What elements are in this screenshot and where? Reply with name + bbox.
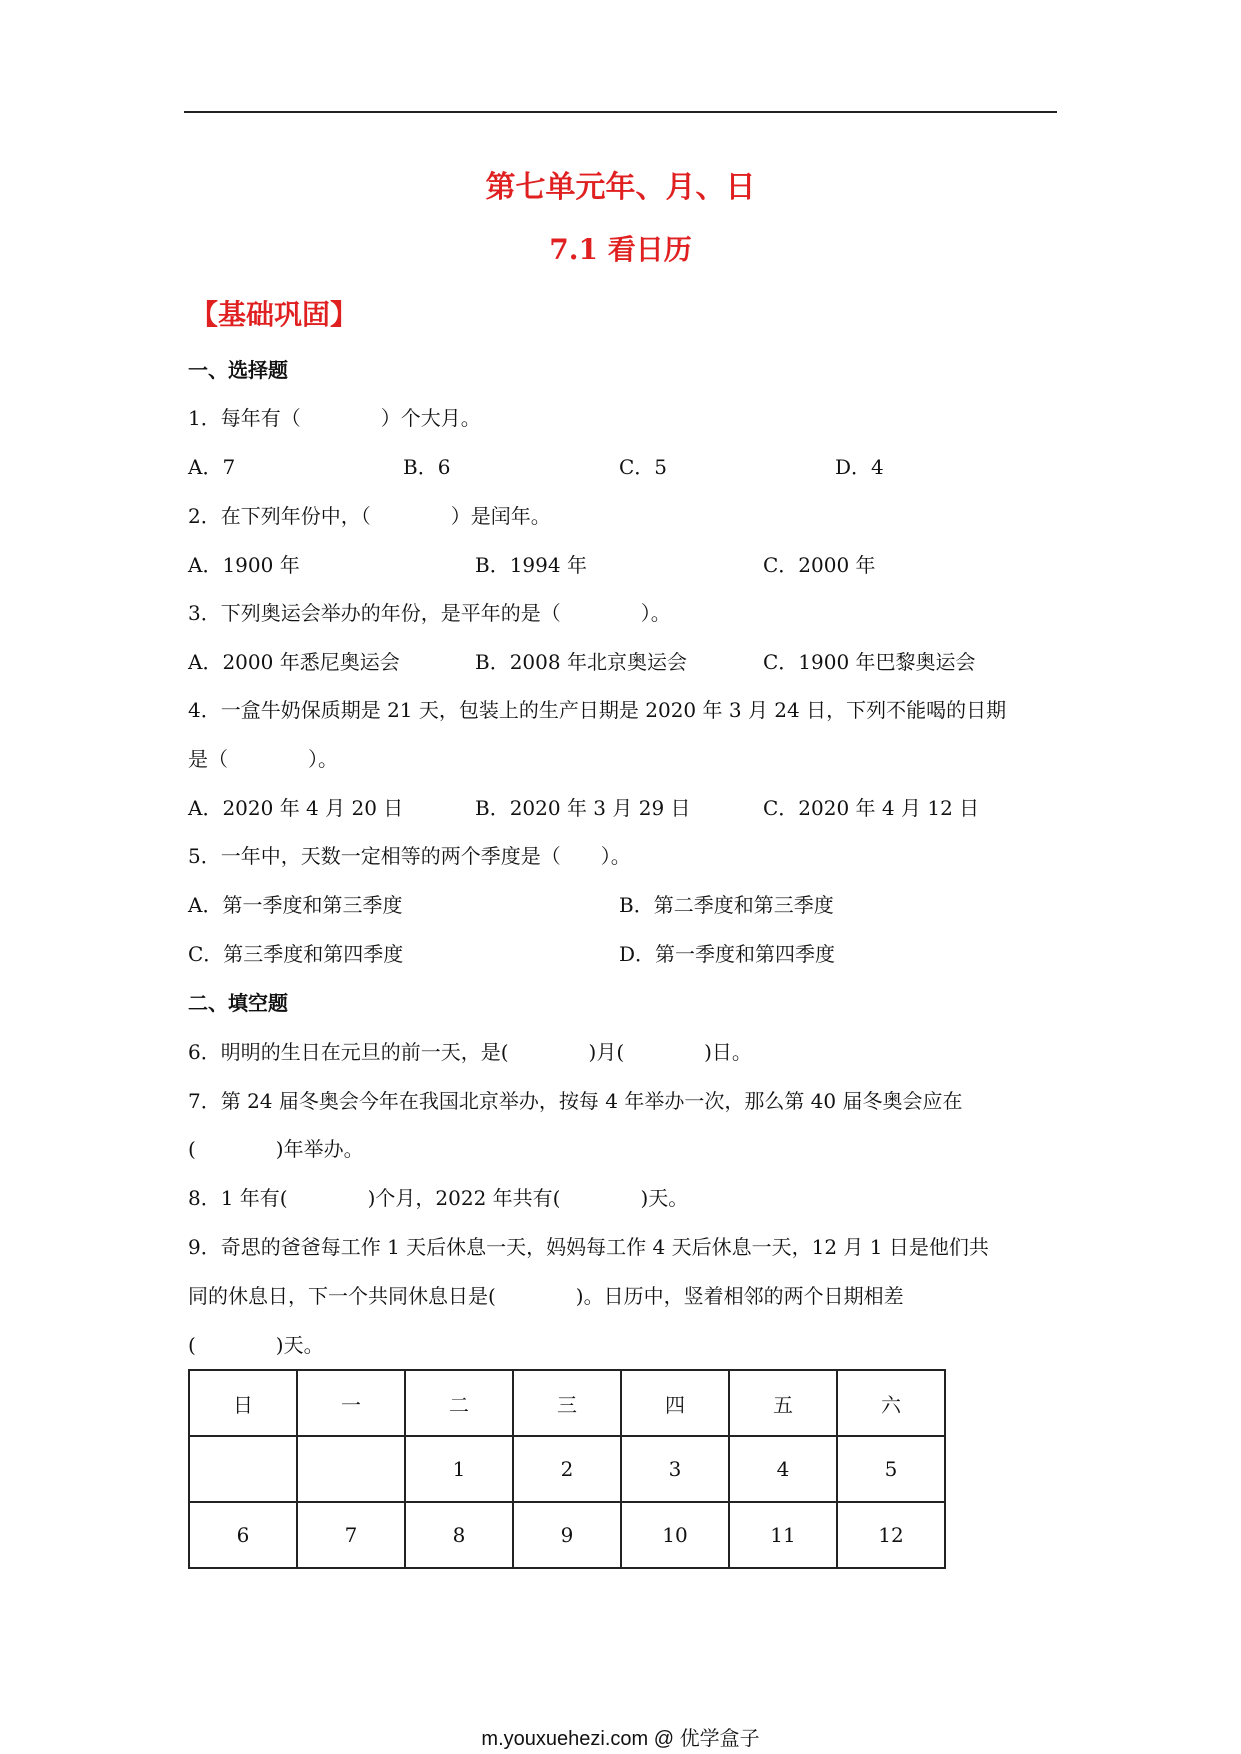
part1-heading: 一、选择题 bbox=[188, 358, 288, 382]
q3-option-b: B．2008 年北京奥运会 bbox=[475, 650, 687, 674]
weekday-cell: 四 bbox=[621, 1370, 729, 1436]
date-cell: 11 bbox=[729, 1502, 837, 1568]
question-7-line2: ( )年举办。 bbox=[188, 1137, 364, 1161]
q4-option-a: A．2020 年 4 月 20 日 bbox=[188, 796, 404, 820]
header-rule bbox=[184, 111, 1057, 113]
section-label: 【基础巩固】 bbox=[190, 298, 359, 331]
weekday-cell: 三 bbox=[513, 1370, 621, 1436]
date-cell: 2 bbox=[513, 1436, 621, 1502]
q5-option-a: A．第一季度和第三季度 bbox=[188, 893, 403, 917]
page-footer: m.youxuehezi.com @ 优学盒子 bbox=[481, 1728, 760, 1750]
question-6: 6．明明的生日在元旦的前一天，是( )月( )日。 bbox=[188, 1040, 752, 1064]
date-cell: 4 bbox=[729, 1436, 837, 1502]
date-cell: 8 bbox=[405, 1502, 513, 1568]
calendar-row bbox=[189, 1502, 945, 1568]
question-2: 2．在下列年份中，（ ）是闰年。 bbox=[188, 504, 551, 528]
date-cell bbox=[189, 1436, 297, 1502]
question-5: 5．一年中，天数一定相等的两个季度是（ ）。 bbox=[188, 844, 631, 868]
q2-option-b: B．1994 年 bbox=[475, 553, 587, 577]
question-7-line1: 7．第 24 届冬奥会今年在我国北京举办，按每 4 年举办一次，那么第 40 届冬奥会应在 bbox=[188, 1089, 963, 1113]
page-title: 第七单元年、月、日 bbox=[485, 170, 756, 205]
weekday-cell: 二 bbox=[405, 1370, 513, 1436]
calendar-header-row bbox=[189, 1370, 945, 1436]
date-cell bbox=[297, 1436, 405, 1502]
date-cell: 7 bbox=[297, 1502, 405, 1568]
calendar-table bbox=[188, 1369, 946, 1569]
q2-option-a: A．1900 年 bbox=[188, 553, 300, 577]
q4-option-c: C．2020 年 4 月 12 日 bbox=[763, 796, 980, 820]
question-9-line1: 9．奇思的爸爸每工作 1 天后休息一天，妈妈每工作 4 天后休息一天，12 月 1 日是他们共 bbox=[188, 1235, 989, 1259]
part2-heading: 二、填空题 bbox=[188, 991, 288, 1015]
question-3: 3．下列奥运会举办的年份，是平年的是（ ）。 bbox=[188, 601, 671, 625]
q1-option-d: D．4 bbox=[835, 455, 884, 479]
q5-option-b: B．第二季度和第三季度 bbox=[619, 893, 834, 917]
q3-option-c: C．1900 年巴黎奥运会 bbox=[763, 650, 976, 674]
question-1: 1．每年有（ ）个大月。 bbox=[188, 406, 481, 430]
weekday-cell: 五 bbox=[729, 1370, 837, 1436]
q3-option-a: A．2000 年悉尼奥运会 bbox=[188, 650, 400, 674]
question-4-line2: 是（ ）。 bbox=[188, 747, 338, 771]
q5-option-c: C．第三季度和第四季度 bbox=[188, 942, 404, 966]
weekday-cell: 六 bbox=[837, 1370, 945, 1436]
date-cell: 5 bbox=[837, 1436, 945, 1502]
weekday-cell: 日 bbox=[189, 1370, 297, 1436]
date-cell: 6 bbox=[189, 1502, 297, 1568]
question-9-line3: ( )天。 bbox=[188, 1333, 324, 1357]
date-cell: 12 bbox=[837, 1502, 945, 1568]
date-cell: 3 bbox=[621, 1436, 729, 1502]
q2-option-c: C．2000 年 bbox=[763, 553, 876, 577]
q4-option-b: B．2020 年 3 月 29 日 bbox=[475, 796, 691, 820]
date-cell: 10 bbox=[621, 1502, 729, 1568]
q1-option-c: C．5 bbox=[619, 455, 668, 479]
question-9-line2: 同的休息日，下一个共同休息日是( )。日历中，竖着相邻的两个日期相差 bbox=[188, 1284, 904, 1308]
weekday-cell: 一 bbox=[297, 1370, 405, 1436]
date-cell: 9 bbox=[513, 1502, 621, 1568]
calendar-row bbox=[189, 1436, 945, 1502]
q1-option-a: A．7 bbox=[188, 455, 236, 479]
q1-option-b: B．6 bbox=[403, 455, 451, 479]
question-4-line1: 4．一盒牛奶保质期是 21 天，包装上的生产日期是 2020 年 3 月 24 日，下列不能喝的日期 bbox=[188, 698, 1007, 722]
q5-option-d: D．第一季度和第四季度 bbox=[619, 942, 836, 966]
page-subtitle: 7.1 看日历 bbox=[549, 233, 692, 266]
question-8: 8．1 年有( )个月，2022 年共有( )天。 bbox=[188, 1186, 689, 1210]
date-cell: 1 bbox=[405, 1436, 513, 1502]
